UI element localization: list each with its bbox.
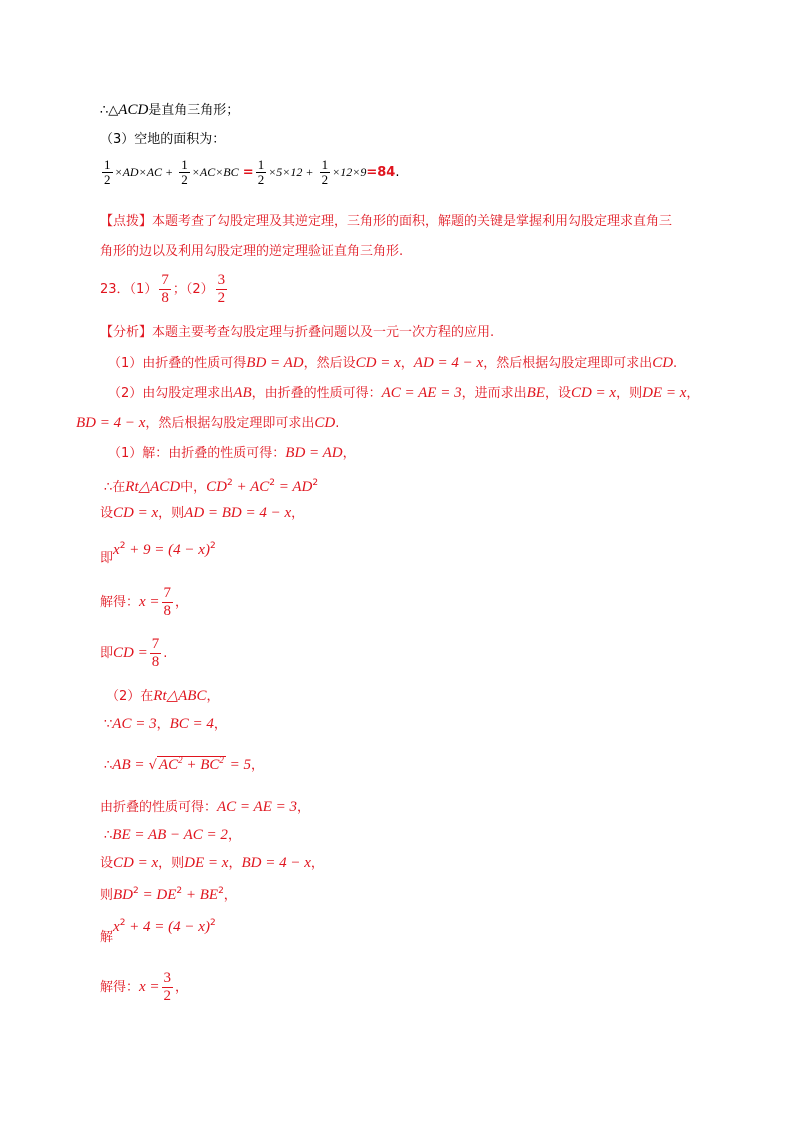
solution-2-step-8: 解$x^2 + 4 = (4 - x)^2$ <box>100 918 216 945</box>
answer-23: 23．（1） $\frac{7}{8}$ ；（2） $\frac{3}{2}$ <box>100 272 226 306</box>
solution-2-step-7: 则$BD^2 = DE^2 + BE^2$， <box>100 886 237 903</box>
fraction-seven-eighths: $\frac{7}{8}$ <box>161 272 169 306</box>
part-3-heading: （3）空地的面积为： <box>100 132 226 147</box>
solution-2-result: 解得：x = $\frac{3}{2}$ ， <box>100 970 189 1004</box>
statement-right-triangle: ∴△ACD是直角三角形； <box>100 102 240 118</box>
solution-1-step-1: （1）解：由折叠的性质可得：BD = AD， <box>108 445 356 461</box>
solution-1-step-2: ∴在Rt△ACD中，$CD^2 + AC^2 = AD^2$ <box>104 478 319 495</box>
fraction-three-halves: $\frac{3}{2}$ <box>217 272 226 306</box>
solution-1-step-4: 即$x^2 + 9 = (4 - x)^2$ <box>100 541 216 566</box>
solution-2-step-4: 由折叠的性质可得：AC = AE = 3， <box>100 799 310 815</box>
analysis-heading: 【分析】本题主要考查勾股定理与折叠问题以及一元一次方程的应用. <box>100 325 495 340</box>
fraction-half: $\frac{1}{2}$ <box>104 157 111 187</box>
solution-2-step-5: ∴BE = AB − AC = 2， <box>104 827 241 843</box>
comment-line-1: 【点拨】本题考查了勾股定理及其逆定理，三角形的面积，解题的关键是掌握利用勾股定理求直角三 <box>100 214 673 229</box>
analysis-part-2: （2）由勾股定理求出AB，由折叠的性质可得：AC = AE = 3，进而求出BE，设CD = x，则DE = x， <box>108 385 700 401</box>
solution-2-step-6: 设CD = x，则DE = x，BD = 4 − x， <box>100 855 324 871</box>
fraction-half: $\frac{1}{2}$ <box>257 157 265 187</box>
analysis-part-1: （1）由折叠的性质可得BD = AD，然后设CD = x，AD = 4 − x，然后根据勾股定理即可求出CD. <box>108 355 678 371</box>
solution-2-step-2: ∵AC = 3，BC = 4， <box>104 716 227 732</box>
fraction-half: $\frac{1}{2}$ <box>181 157 188 187</box>
fraction-seven-eighths: $\frac{7}{8}$ <box>163 585 172 619</box>
analysis-part-2-cont: BD = 4 − x，然后根据勾股定理即可求出CD. <box>76 415 340 431</box>
solution-2-step-1: （2）在Rt△ABC， <box>106 688 220 704</box>
fraction-seven-eighths: $\frac{7}{8}$ <box>151 636 160 670</box>
fraction-half: $\frac{1}{2}$ <box>321 157 329 187</box>
fraction-three-halves: $\frac{3}{2}$ <box>163 970 172 1004</box>
solution-2-step-3: ∴AB = √ $AC^2 + BC^2 = 5$， <box>104 755 265 773</box>
solution-1-conclusion: 即CD = $\frac{7}{8}$ . <box>100 636 168 670</box>
comment-line-2: 角形的边以及利用勾股定理的逆定理验证直角三角形. <box>100 244 404 259</box>
solution-1-result: 解得：x = $\frac{7}{8}$ ， <box>100 585 189 619</box>
area-calculation: $\frac{1}{2}$ ×AD×AC + $\frac{1}{2}$ ×AC×BC = $\frac{1}{2}$ ×5×12 + $\frac{1}{2}$ ×12×9=84. <box>104 157 400 187</box>
solution-1-step-3: 设CD = x，则AD = BD = 4 − x， <box>100 505 305 521</box>
